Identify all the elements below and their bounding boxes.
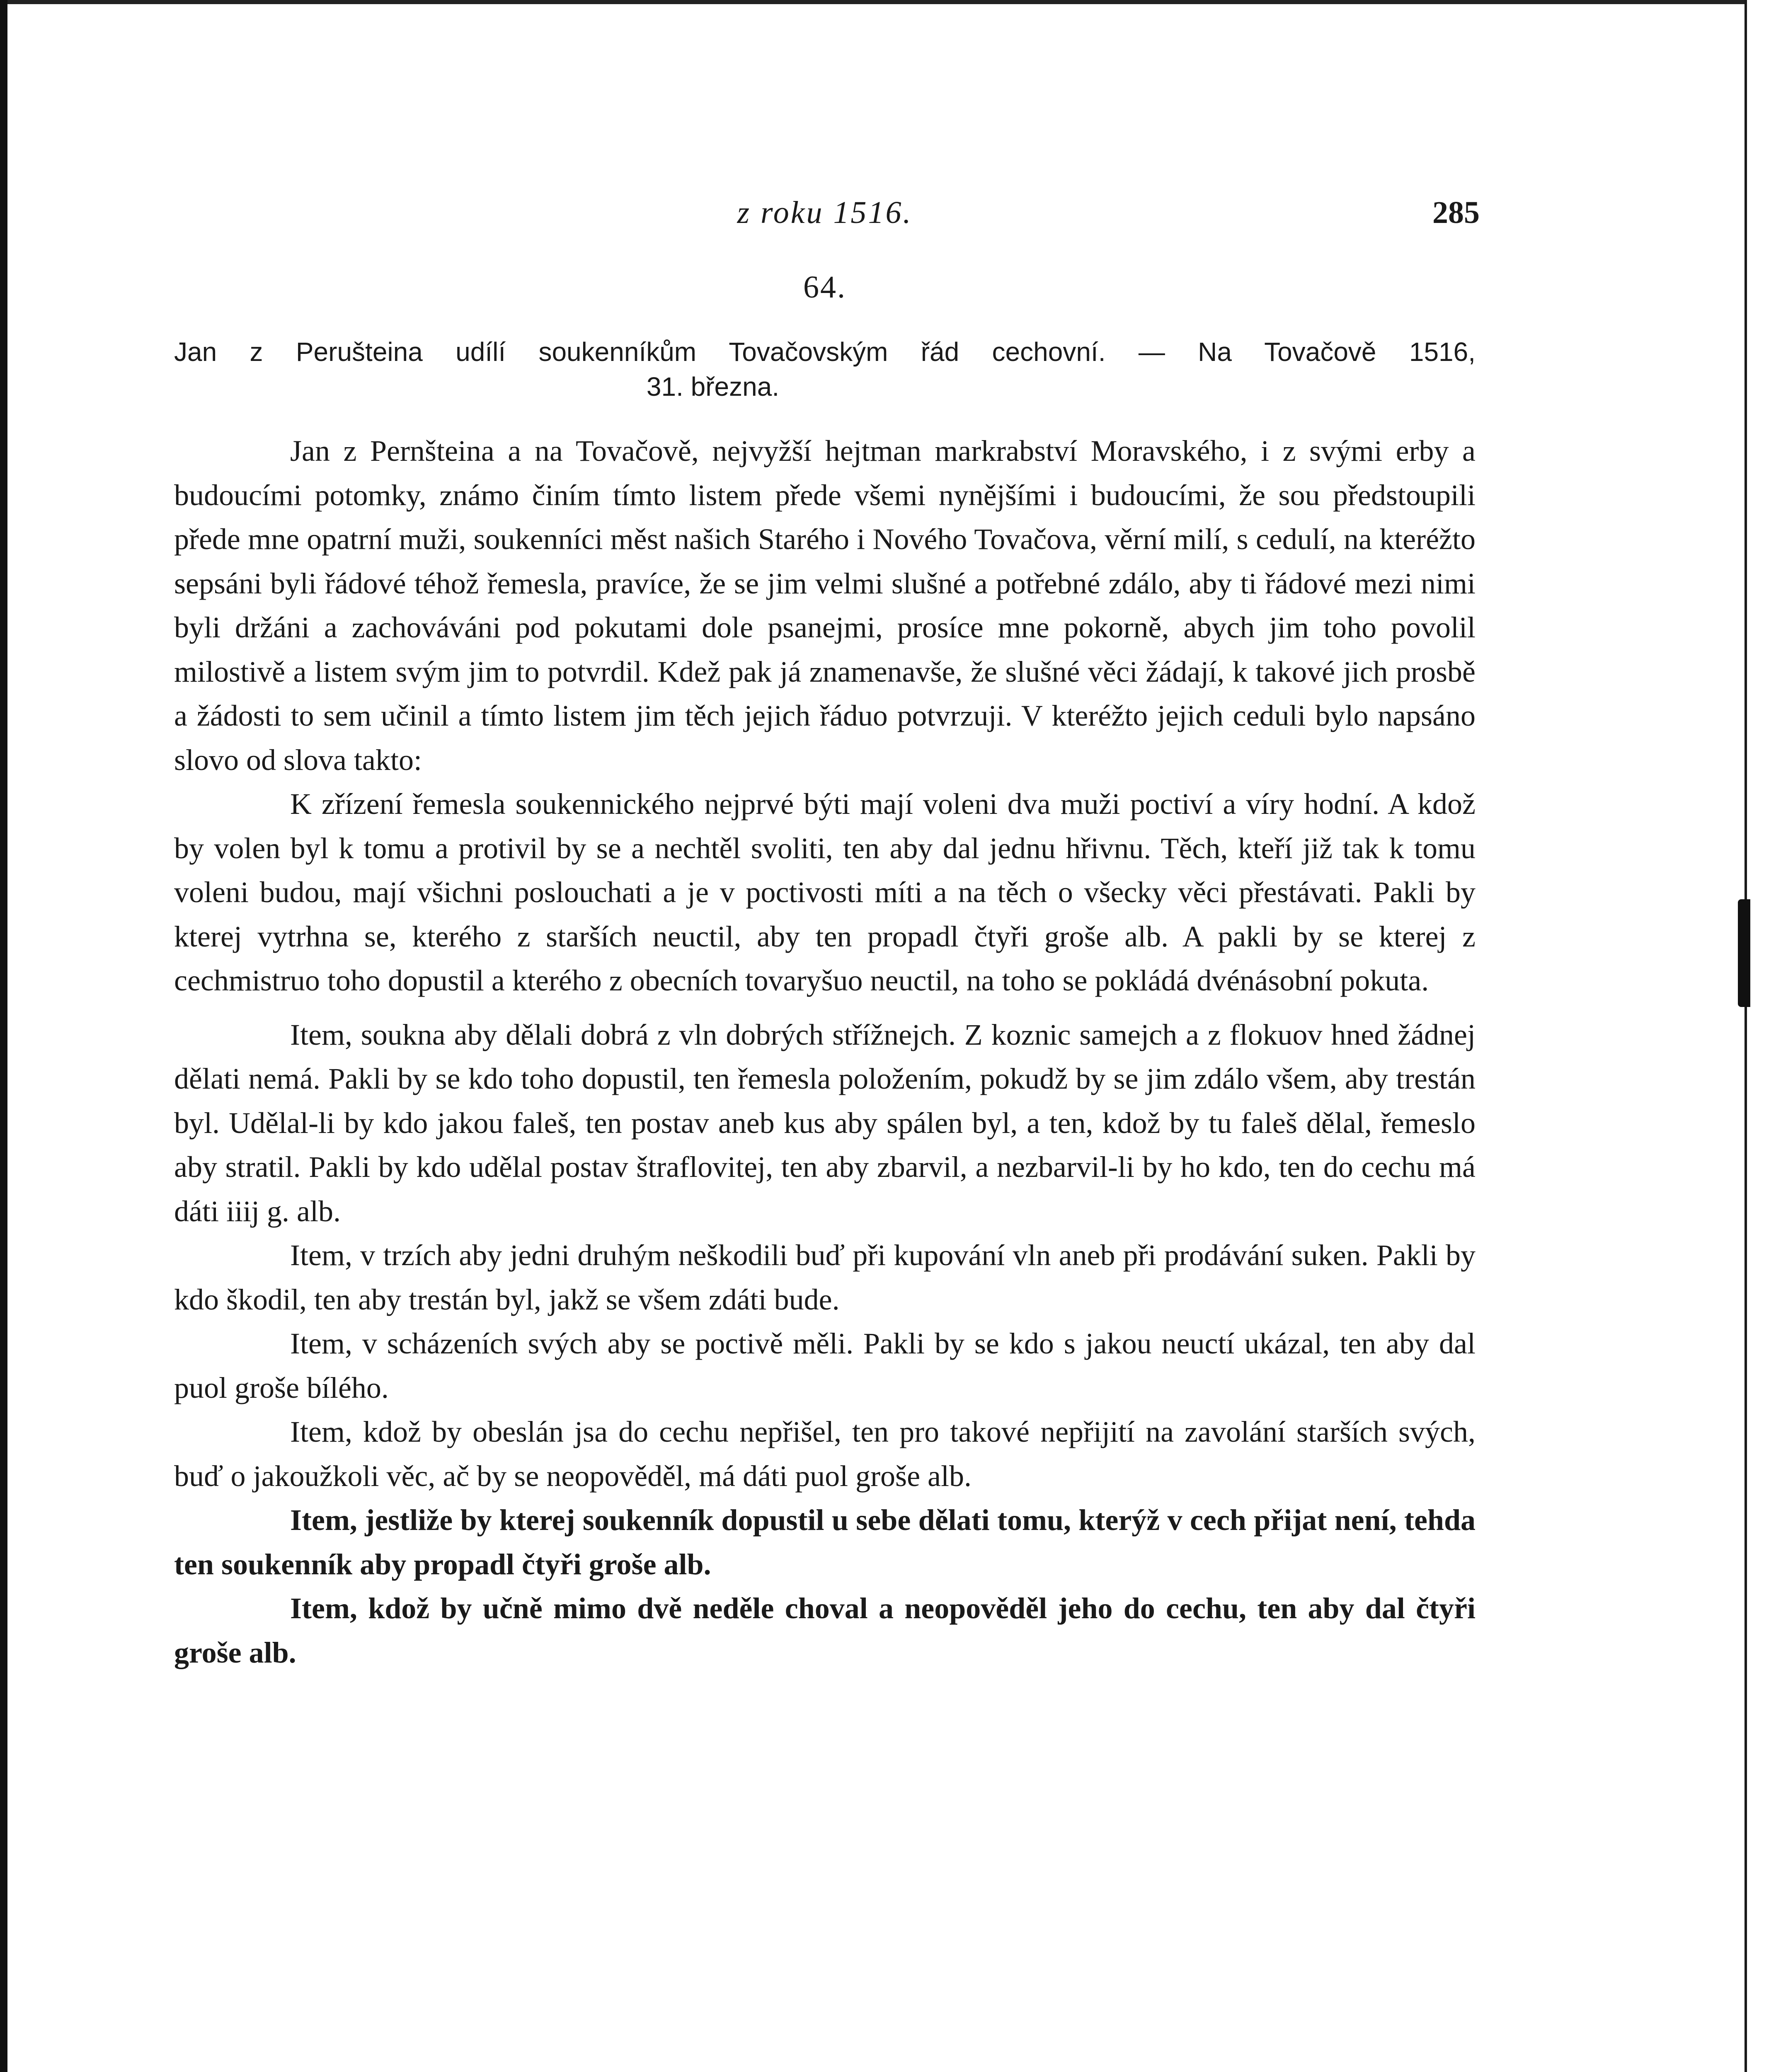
page-number: 285 (1432, 195, 1480, 230)
paragraph-article-4: Item, v scházeních svých aby se poctivě měli. Pakli by se kdo s jakou neuctí ukázal, ten aby dal puol groše bílého. (174, 1327, 1476, 1404)
paragraph-article-2: Item, soukna aby dělali dobrá z vln dobrých střížnejch. Z koznic samejch a z flokuov hned žádnej dělati nemá. Pakli by se kdo toho dopustil, ten řemesla položením, pokudž by se jim zdálo všem, aby trestán byl. Udělal-li by kdo jakou faleš, ten postav aneb kus aby spálen byl, a ten, kdož by tu faleš dělal, řemeslo aby stratil. Pakli by kdo udělal postav štraflovitej, ten aby zbarvil, a nezbarvil-li by ho kdo, ten do cechu má dáti iiij g. alb. (174, 1018, 1476, 1228)
scan-edge-left (0, 0, 7, 2072)
book-page (174, 195, 1480, 1675)
paragraph-intro: Jan z Pernšteina a na Tovačově, nejvyžší hejtman markrabství Moravského, i z svými erby a budoucími potomky, známo činím tímto listem přede všemi nynějšími i budoucími, že sou předstoupili přede mne opatrní muži, soukenníci měst našich Starého i Nového Tovačova, věrní milí, s cedulí, na kteréžto sepsáni byli řádové téhož řemesla, pravíce, že se jim velmi slušné a potřebné zdálo, aby ti řádové mezi nimi byli držáni a zachováváni pod pokutami dole psanejmi, prosíce mne pokorně, abych jim toho povolil milostivě a listem svým jim to potvrdil. Kdež pak já znamenavše, že slušné věci žádají, k takové jich prosbě a žádosti to sem učinil a tímto listem jim těch jejich řáduo potvrzuji. V kteréžto jejich ceduli bylo napsáno slovo od slova takto: (174, 434, 1476, 777)
paragraph-article-3: Item, v trzích aby jedni druhým neškodili buď při kupování vln aneb při prodávání suken. Pakli by kdo škodil, ten aby trestán byl, jakž se všem zdáti bude. (174, 1239, 1476, 1316)
paragraph-article-6: Item, jestliže by kterej soukenník dopustil u sebe dělati tomu, kterýž v cech přijat není, tehda ten soukenník aby propadl čtyři groše alb. (174, 1503, 1476, 1581)
paragraph-article-5: Item, kdož by obeslán jsa do cechu nepřišel, ten pro takové nepřijití na zavolání starších svých, buď o jakoužkoli věc, ač by se neopověděl, má dáti puol groše alb. (174, 1415, 1476, 1493)
summary-line-1: Jan z Perušteina udílí soukenníkům Tovačovským řád cechovní. — Na Tovačově 1516, (174, 337, 1476, 367)
paragraph-article-7: Item, kdož by učně mimo dvě neděle choval a neopověděl jeho do cechu, ten aby dal čtyři groše alb. (174, 1592, 1476, 1669)
document-body (174, 429, 1476, 1675)
running-title: z roku 1516. (737, 195, 913, 230)
running-header (174, 195, 1480, 244)
summary-line-2: 31. března. (646, 372, 780, 402)
page-tab-marker (1738, 899, 1750, 1007)
document-number: 64. (803, 270, 846, 305)
scan-edge-right (1745, 0, 1776, 2072)
scan-edge-top (0, 0, 1776, 4)
document-summary (174, 334, 1476, 404)
paragraph-article-1: K zřízení řemesla soukennického nejprvé býti mají voleni dva muži poctiví a víry hodní. A kdož by volen byl k tomu a protivil by se a nechtěl svoliti, ten aby dal jednu hřivnu. Těch, kteří již tak k tomu voleni budou, mají všichni poslouchati a je v poctivosti míti a na těch o všecky věci přestávati. Pakli by kterej vytrhna se, kterého z starších neuctil, aby ten propadl čtyři groše alb. A pakli by se kterej z cechmistruo toho dopustil a kterého z obecních tovaryšuo neuctil, na toho se pokládá dvénásobní pokuta. (174, 787, 1476, 997)
